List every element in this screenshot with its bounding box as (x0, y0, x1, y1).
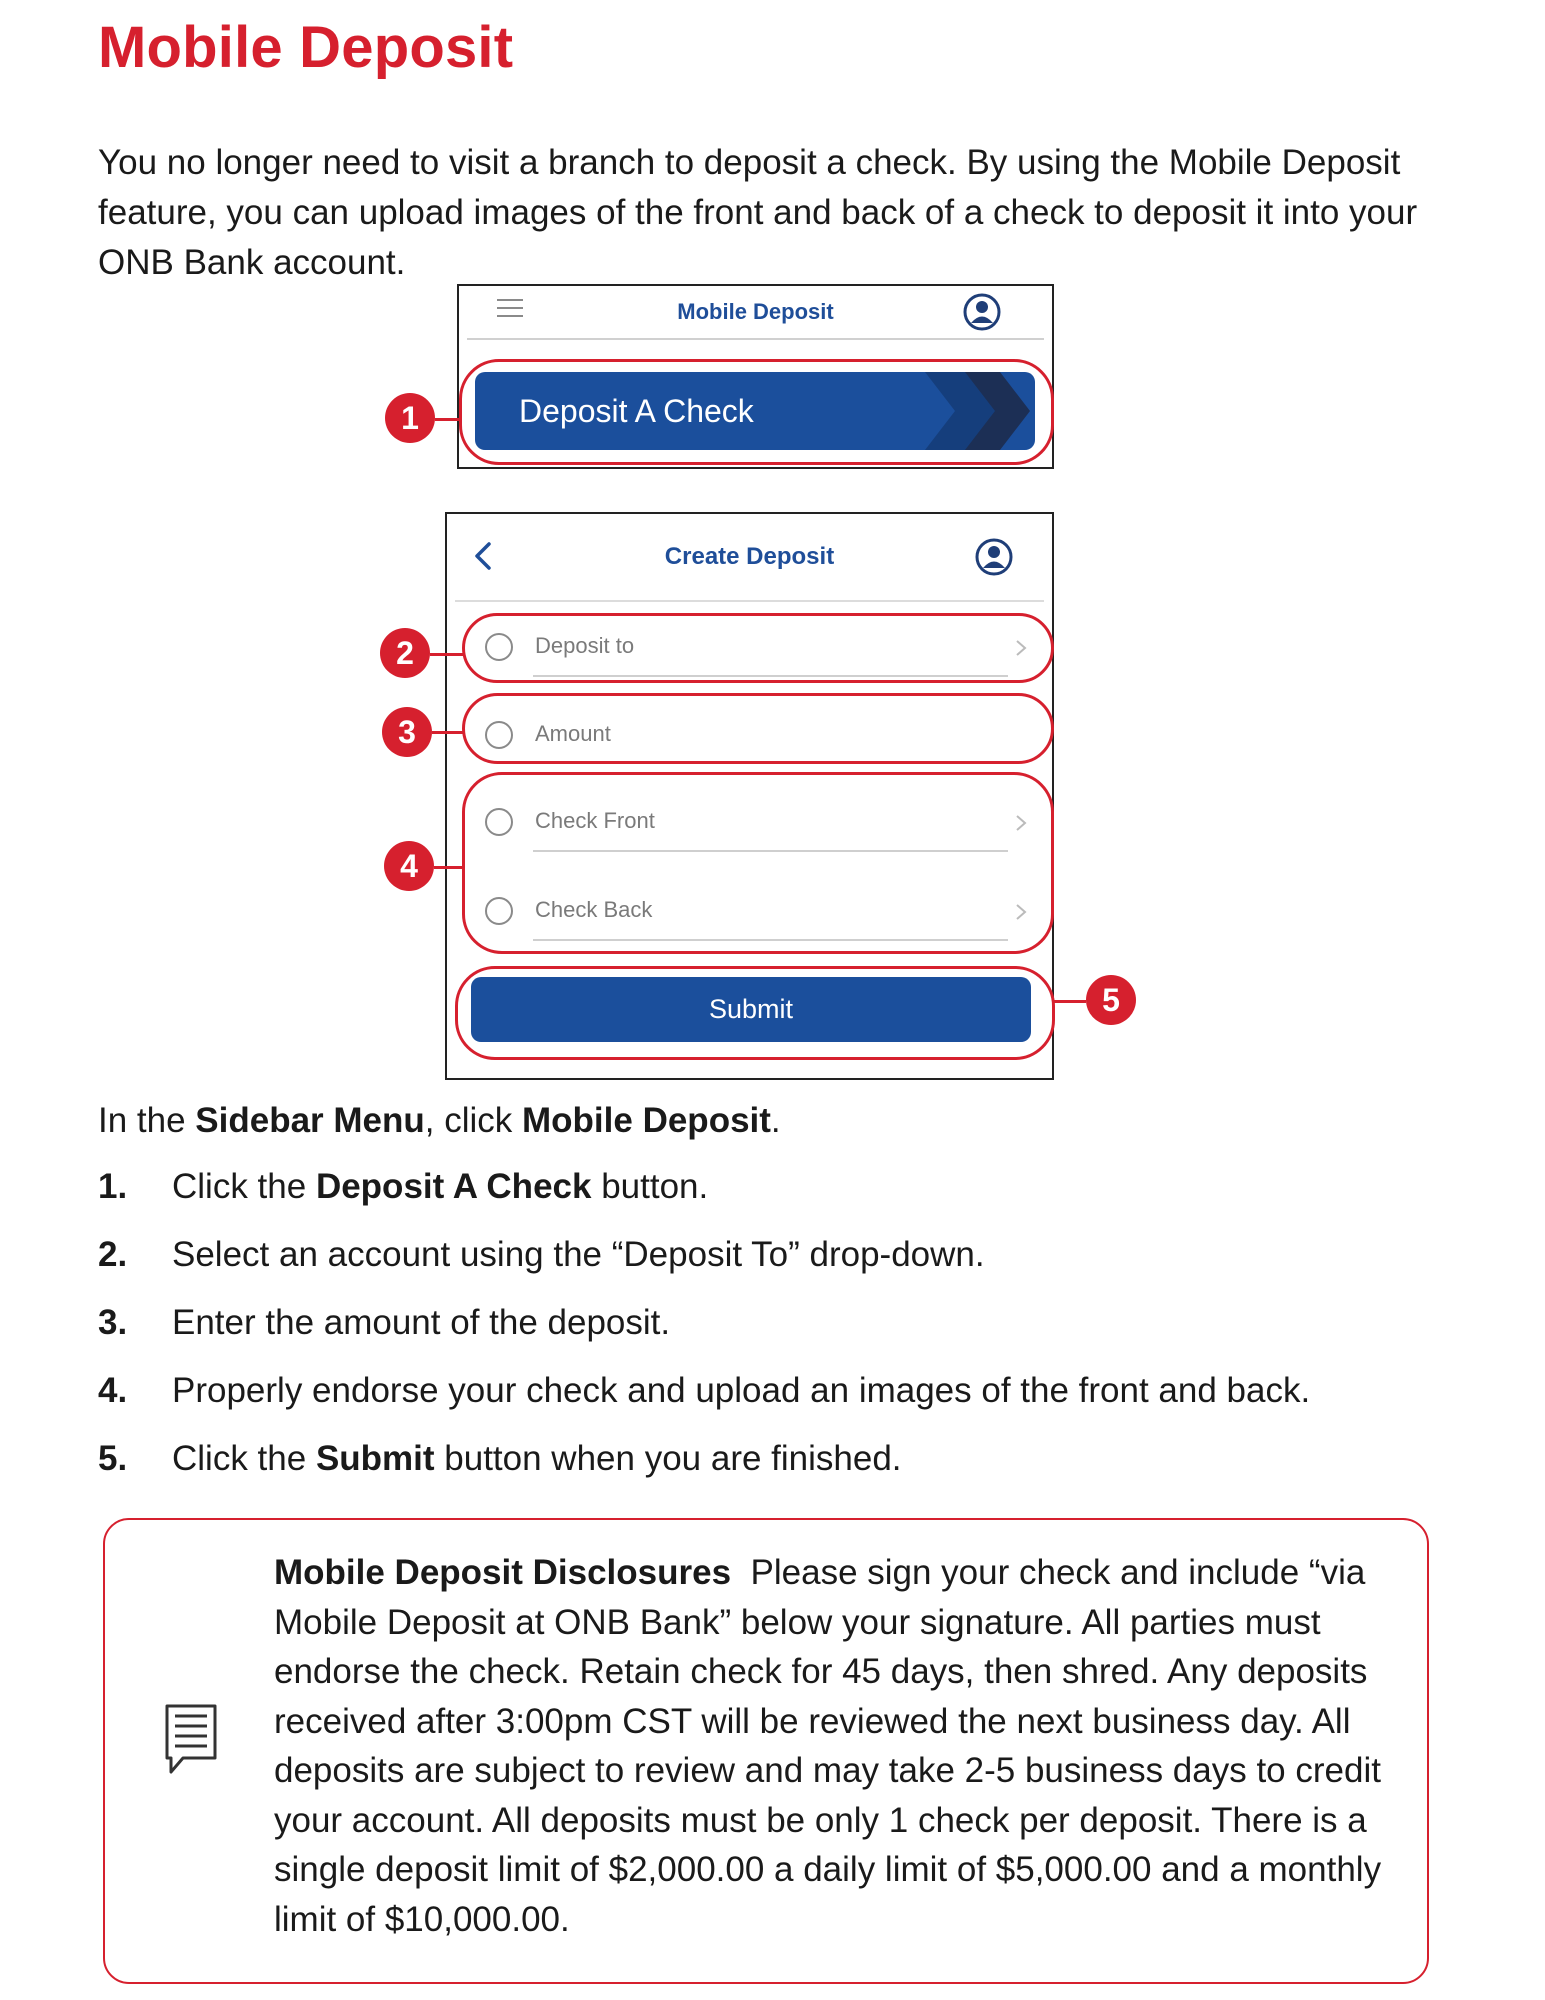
page-title: Mobile Deposit (98, 15, 514, 80)
callout-connector (432, 731, 464, 734)
deposit-to-label: Deposit to (535, 633, 635, 658)
callout-badge-2: 2 (380, 628, 430, 678)
profile-icon[interactable] (974, 537, 1014, 577)
callout-badge-4: 4 (384, 841, 434, 891)
instructions-lead: In the Sidebar Menu, click Mobile Deposit. (98, 1101, 781, 1140)
header-title: Create Deposit (664, 543, 835, 570)
header-title: Mobile Deposit (677, 299, 834, 324)
app-header (455, 514, 1044, 602)
callout-badge-5: 5 (1086, 975, 1136, 1025)
check-back-label: Check Back (535, 897, 653, 922)
callout-badge-1: 1 (385, 393, 435, 443)
callout-box-4 (462, 772, 1054, 954)
menu-icon[interactable] (497, 299, 523, 321)
callout-badge-3: 3 (382, 707, 432, 757)
intro-paragraph: You no longer need to visit a branch to deposit a check. By using the Mobile Deposit feature, you can upload images of the front and back of a check to deposit it into your ONB Bank account. (98, 143, 1418, 282)
callout-box-3 (462, 693, 1054, 764)
callout-connector (435, 418, 461, 421)
note-icon (161, 1700, 221, 1780)
callout-box-5 (455, 966, 1055, 1060)
back-chevron-icon[interactable] (467, 536, 497, 576)
profile-icon[interactable] (962, 292, 1002, 332)
mobile-deposit-term: Mobile Deposit (522, 1101, 771, 1140)
deposit-a-check-label: Deposit A Check (519, 392, 754, 429)
disclosures-text (274, 1548, 1404, 1944)
callout-connector (430, 653, 464, 656)
check-front-label: Check Front (535, 808, 655, 833)
callout-box-1 (459, 359, 1054, 465)
disclosures-body: Please sign your check and include “via Mobile Deposit at ONB Bank” below your signature. All parties must endorse the check. Retain check for 45 days, then shred. Any deposits received after 3:00pm CST will be reviewed the next business day. All deposits are subject to review and may take 2-5 business days to credit your account. All deposits must be only 1 check per deposit. There is a single deposit limit of $2,000.00 a daily limit of $5,000.00 and a monthly limit of $10,000.00. (274, 1553, 1382, 1939)
callout-box-2 (462, 613, 1054, 683)
disclosures-note (103, 1518, 1429, 1984)
amount-label: Amount (535, 721, 611, 746)
callout-connector (434, 866, 464, 869)
app-header (467, 286, 1044, 340)
callout-connector (1052, 1000, 1086, 1003)
sidebar-menu-term: Sidebar Menu (195, 1101, 425, 1140)
submit-label: Submit (708, 994, 794, 1024)
disclosures-heading: Mobile Deposit Disclosures (274, 1553, 732, 1592)
